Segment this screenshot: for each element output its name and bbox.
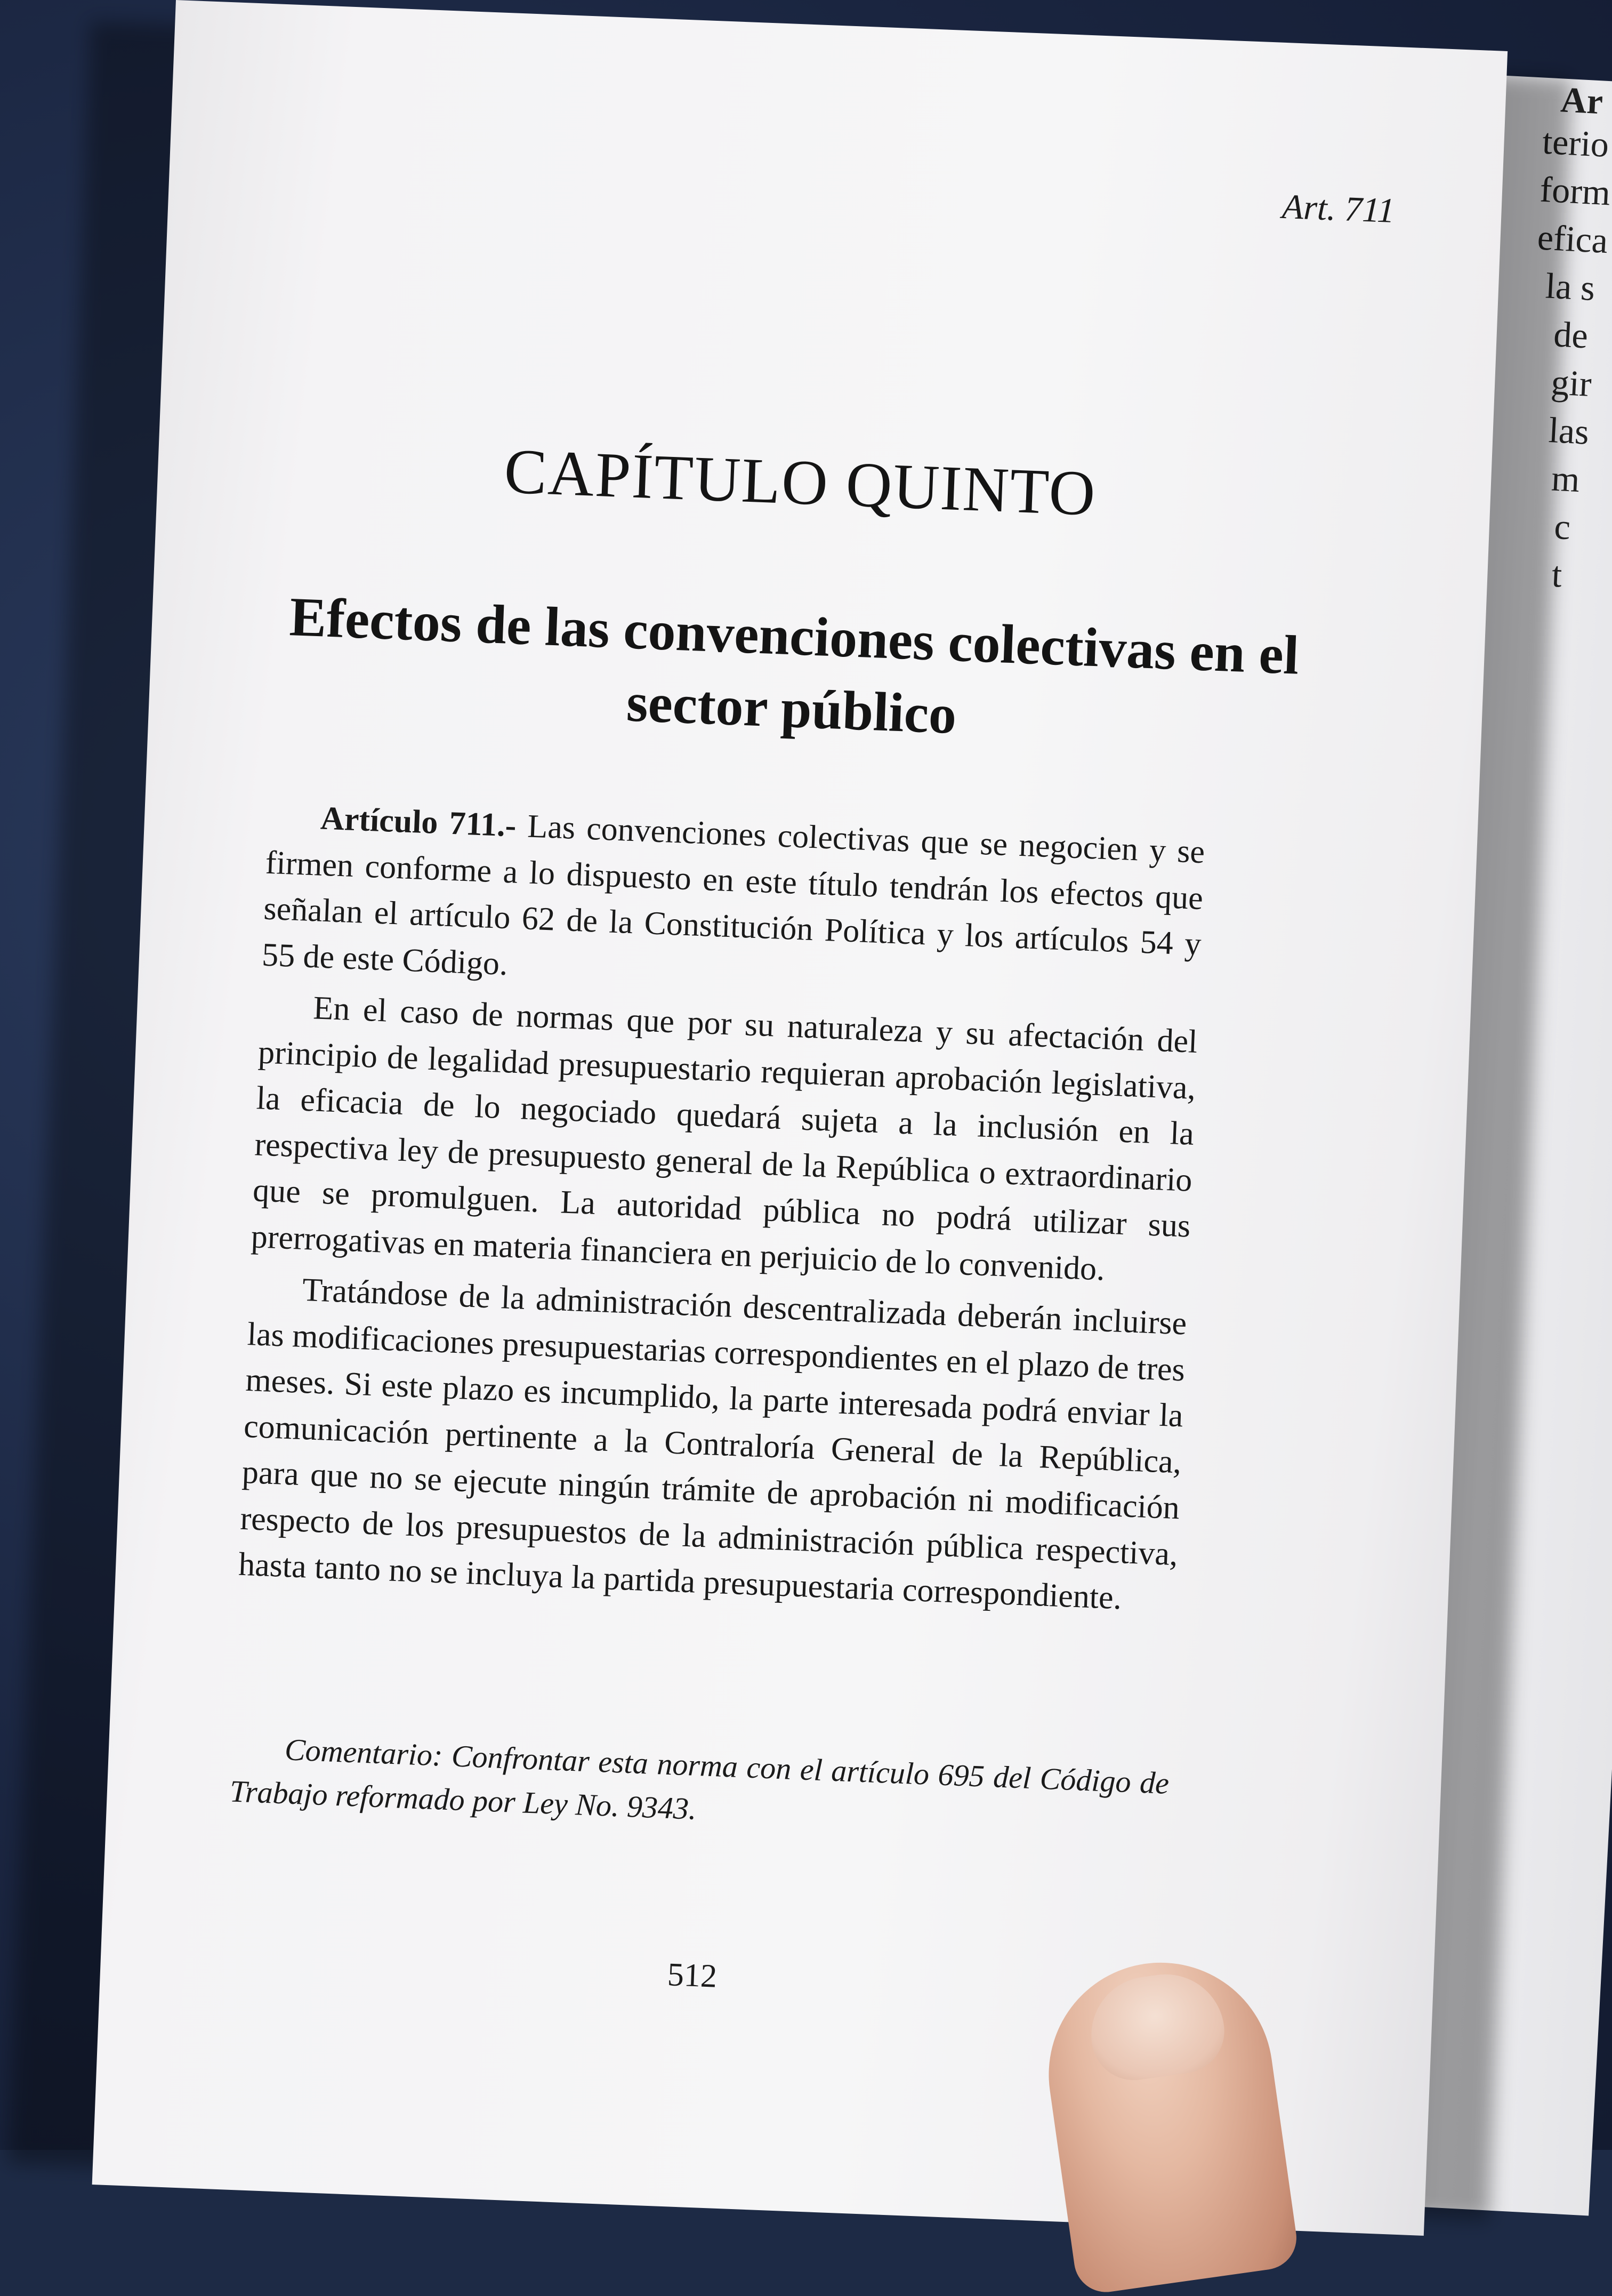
comment-text: Comentario: Confrontar esta norma con el artículo 695 del Código de Trabajo reformado por Ley No. 9343.: [229, 1732, 1170, 1826]
article-paragraph: En el caso de normas que por su naturaleza y su afectación del principio de legalidad presupuestario requieran aprobación legislativa, la eficacia de lo negociado quedará sujeta a la inclusión en la respectiva ley de presupuesto general de la República o extraordinario que se promulguen. La autoridad pública no podrá utilizar sus prerrogativas en materia financiera en perjuicio de lo convenido.: [250, 990, 1198, 1288]
article-paragraph-text: Las convenciones colectivas que se negocien y se firmen conforme a lo dispuesto en este título tendrán los efectos que señalan el artículo 62 de la Constitución Política y los artículos 54 y 55 de este Código.: [261, 807, 1206, 982]
facing-page-fragment: c: [1553, 505, 1571, 548]
facing-page-fragment: efica: [1536, 216, 1609, 261]
facing-page-fragment: las: [1547, 409, 1590, 452]
facing-page-fragment: Ar: [1559, 79, 1604, 122]
chapter-title: CAPÍTULO QUINTO: [503, 435, 1098, 529]
article-paragraph: [261, 793, 1206, 1014]
facing-page-fragment: terio: [1541, 121, 1610, 165]
facing-page-fragment: la s: [1544, 265, 1596, 309]
facing-page-fragment: form: [1538, 168, 1611, 213]
article-body: [237, 793, 1205, 1629]
book-page: [92, 0, 1508, 2236]
running-head: Art. 711: [1281, 187, 1396, 231]
facing-page-fragment: t: [1551, 553, 1563, 595]
page-number: 512: [666, 1956, 718, 1995]
facing-page-fragment: de: [1552, 314, 1589, 356]
article-label: Artículo 711.-: [319, 800, 517, 844]
comment-note: [229, 1725, 1170, 1849]
facing-page-fragment: m: [1550, 457, 1581, 500]
section-title: Efectos de las convenciones colectivas en el sector público: [288, 586, 1300, 746]
facing-page-fragment: gir: [1550, 362, 1593, 404]
article-paragraph: Tratándose de la administración descentralizada deberán incluirse las modificaciones presupuestarias correspondientes en el plazo de tres meses. Si este plazo es incumplido, la parte interesada podrá enviar la comunicación pertinente a la Contraloría General de la República, para que no se ejecute ningún trámite de aprobación ni modificación respecto de los presupuestos de la administración pública respectiva, hasta tanto no se incluya la partida presupuestaria correspondiente.: [238, 1271, 1188, 1617]
